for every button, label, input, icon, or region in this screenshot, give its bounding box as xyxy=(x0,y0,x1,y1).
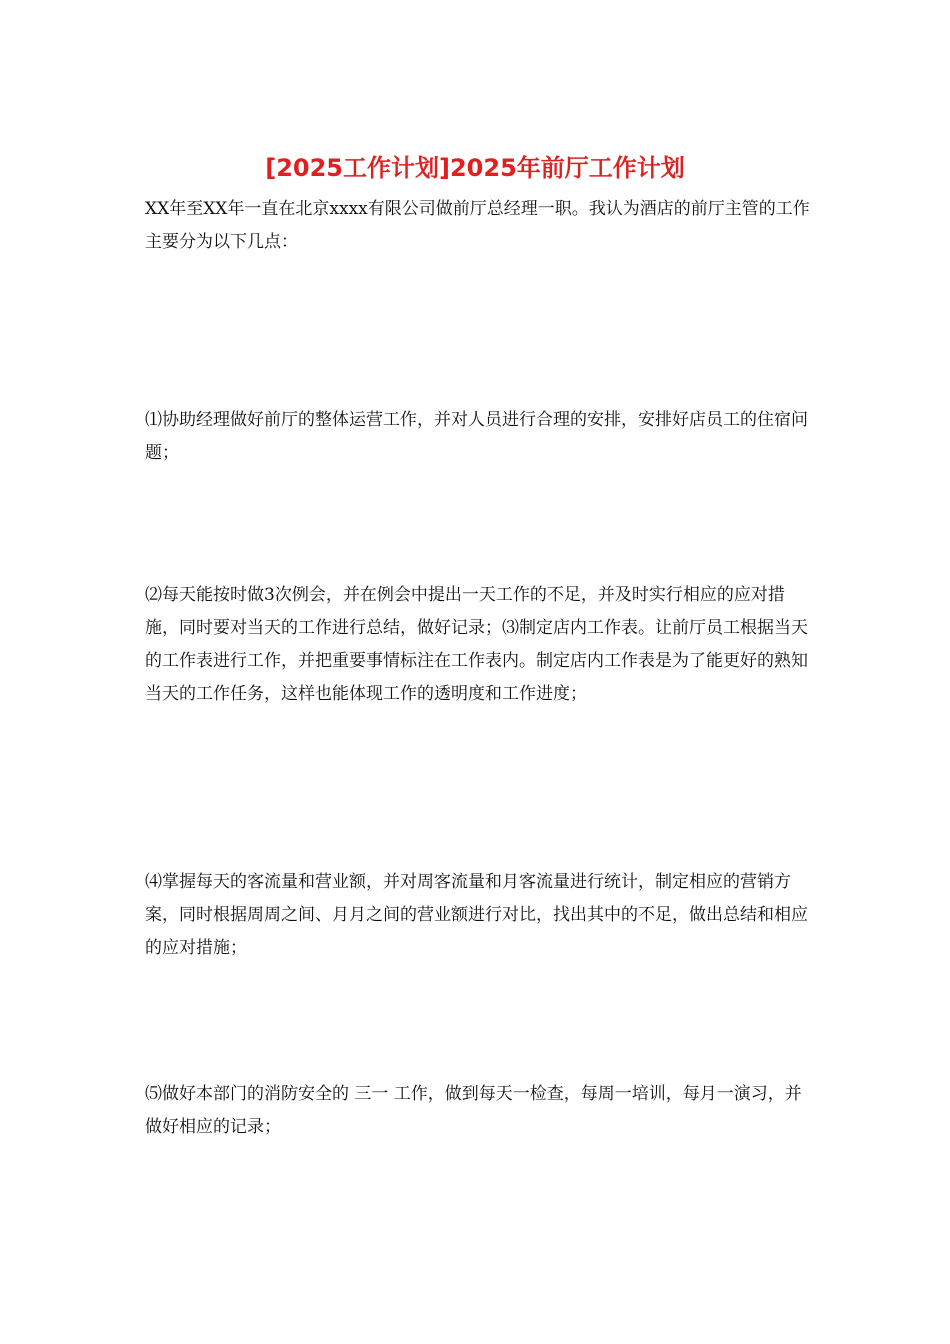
document-title: [2025工作计划]2025年前厅工作计划 xyxy=(265,154,685,182)
item-5-paragraph: ⑸做好本部门的消防安全的 三一 工作，做到每天一检查，每周一培训，每月一演习，并做好相应的记录； xyxy=(145,1084,802,1137)
item-2-3-paragraph: ⑵每天能按时做3次例会，并在例会中提出一天工作的不足，并及时实行相应的应对措施，同时要对当天的工作进行总结，做好记录；⑶制定店内工作表。让前厅员工根据当天的工作表进行工作，并把重要事情标注在工作表内。制定店内工作表是为了能更好的熟知当天的工作任务，这样也能体现工作的透明度和工作进度； xyxy=(145,585,808,704)
intro-paragraph: XX年至XX年一直在北京xxxx有限公司做前厅总经理一职。我认为酒店的前厅主管的工作主要分为以下几点： xyxy=(145,199,810,252)
item-4-paragraph: ⑷掌握每天的客流量和营业额，并对周客流量和月客流量进行统计，制定相应的营销方案，同时根据周周之间、月月之间的营业额进行对比，找出其中的不足，做出总结和相应的应对措施； xyxy=(145,872,808,958)
item-1-paragraph: ⑴协助经理做好前厅的整体运营工作，并对人员进行合理的安排，安排好店员工的住宿问题； xyxy=(145,410,808,463)
